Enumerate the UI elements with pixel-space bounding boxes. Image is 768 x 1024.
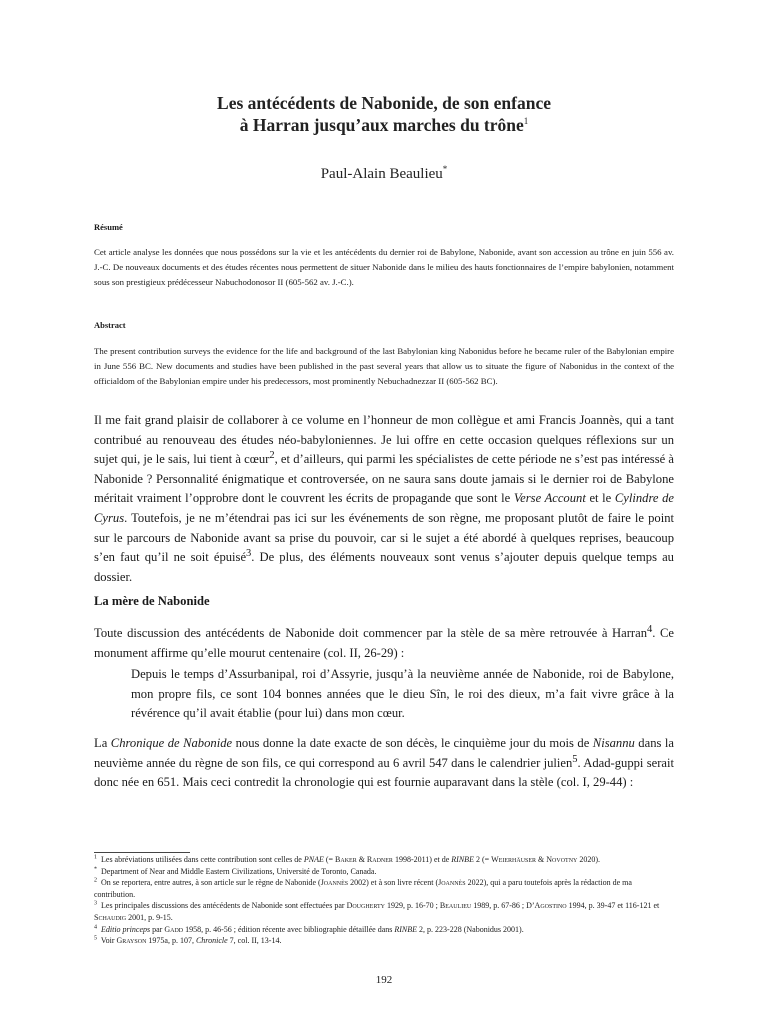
fn1-c: 1998-2011) et de: [392, 855, 452, 864]
fn2-text: Department of Near and Middle Eastern Civilizations, Université de Toronto, Canada.: [101, 866, 377, 876]
p3-italic-chronique: Chronique de Nabonide: [110, 736, 233, 750]
p1-a: Il me fait grand plaisir de collaborer à ce volume en l’honneur de mon collègue et ami Francis Joannès, qui a tant contribué au renouveau des études néo-babyloniennes. Je lui offre en cette occasion quelques réflexions sur un sujet qui, je le sais, lui tient à cœur: [94, 413, 674, 467]
fn1-a: Les abréviations utilisées dans cette contribution sont celles de: [101, 855, 304, 864]
fn5-a: par: [150, 924, 165, 934]
author-name: [60, 166, 708, 183]
fn6-a: Voir: [100, 936, 117, 946]
p1-italic-cylindre: Cylindre de Cyrus: [94, 491, 675, 525]
resume-heading: Résumé: [94, 222, 123, 232]
fn4-sc3: D’Agostino: [526, 901, 567, 911]
footnote-ref-4[interactable]: 4: [647, 623, 653, 635]
author-text: Paul-Alain Beaulieu: [320, 166, 443, 182]
footnotes: [94, 854, 674, 947]
author-footnote-ref[interactable]: *: [442, 164, 448, 174]
title-footnote-ref[interactable]: 1: [523, 116, 529, 127]
p2-b: . Ce monument affirme qu’elle mourut centenaire (col. II, 26-29) :: [94, 626, 674, 660]
block-quote: Depuis le temps d’Assurbanipal, roi d’Assyrie, jusqu’à la neuvième année de Nabonide, roi de Babylone, mon propre fils, ce sont 104 bonnes années que le dieu Sîn, le roi des dieux, m’a fait vivre grâce à la révérence qu’il avait établie (pour lui) dans mon cœur.: [131, 667, 674, 721]
fn5-b: 1958, p. 46-56 ; édition récente avec bibliographie détaillée dans: [183, 924, 395, 934]
fn4-e: 2001, p. 9-15.: [126, 912, 173, 922]
footnote-number: 4: [94, 923, 97, 930]
p3-c: dans la neuvième année du règne de son fils, ce qui correspond au 6 avril 547 dans le calendrier julien: [94, 736, 674, 770]
article-title: [60, 92, 708, 136]
fn6-c: 7, col. II, 13-14.: [227, 936, 282, 946]
fn4-b: 1929, p. 16-70 ;: [384, 901, 440, 911]
body-paragraph-2: [94, 624, 674, 663]
footnote-ref-3[interactable]: 3: [246, 547, 252, 559]
fn4-c: 1989, p. 67-86 ;: [471, 901, 527, 911]
p3-b: nous donne la date exacte de son décès, le cinquième jour du mois de: [232, 736, 593, 750]
fn3-sc1: Joannès: [320, 878, 349, 888]
fn1-e: 2020).: [577, 855, 601, 864]
title-line-1: Les antécédents de Nabonide, de son enfance: [217, 93, 551, 113]
abstract-heading: Abstract: [94, 320, 126, 330]
footnote-divider: [94, 852, 190, 853]
footnote-author: [94, 866, 674, 878]
fn3-c: 2022), qui a paru toutefois après la rédaction de ma contribution.: [94, 878, 632, 899]
p1-e: . De plus, des éléments nouveaux sont venus s’ajouter depuis quelque temps au dossier.: [94, 550, 674, 584]
fn5-c: 2, p. 223-228 (Nabonidus 2001).: [417, 924, 524, 934]
fn6-sc1: Grayson: [116, 936, 147, 946]
fn5-i2: RINBE: [394, 924, 418, 934]
footnote-1: [94, 854, 674, 866]
p1-italic-verse-account: Verse Account: [513, 491, 586, 506]
fn1-i2: RINBE: [451, 855, 474, 864]
footnote-ref-2[interactable]: 2: [269, 450, 275, 461]
fn1-d: 2 (=: [473, 855, 492, 864]
fn1-sc2: Weierhäuser & Novotny: [491, 855, 578, 864]
fn3-a: On se reportera, entre autres, à son article sur le règne de Nabonide (: [101, 878, 321, 888]
section-heading: La mère de Nabonide: [94, 594, 210, 608]
page-number: 192: [375, 974, 393, 986]
p3-italic-nisannu: Nisannu: [592, 736, 635, 750]
fn4-d: 1994, p. 39-47 et 116-121 et: [566, 901, 660, 911]
resume-text: Cet article analyse les données que nous possédons sur la vie et les antécédents du dernier roi de Babylone, Nabonide, avant son accession au trône en juin 556 av. J.-C. De nouveaux documents et des études récentes nous permettent de situer Nabonide dans le milieu des hauts fonctionnaires de l’empire babylonien, notamment sous son prestigieux prédécesseur Nabuchodonosor II (605-562 av. J.-C.).: [94, 247, 674, 288]
fn4-sc2: Beaulieu: [439, 901, 472, 911]
fn3-sc2: Joannès: [438, 878, 466, 888]
footnote-number: 5: [94, 935, 97, 942]
fn1-b: (=: [323, 855, 336, 864]
fn1-sc1: Baker & Radner: [335, 855, 393, 864]
footnote-number: 2: [94, 877, 97, 884]
fn5-sc1: Gadd: [164, 924, 184, 934]
p3-a: La: [94, 736, 111, 750]
footnote-2: [94, 877, 674, 900]
abstract-text: The present contribution surveys the evidence for the life and background of the last Babylonian king Nabonidus before he became ruler of the Babylonian empire in June 556 BC. New documents and studies have been published in the past several years that allow us to situate the figure of Nabonidus in the context of the officialdom of the Babylonian empire under his predecessors, most prominently Nebuchadnezzar II (605-562 BC).: [94, 346, 674, 387]
p3-d: . Adad-guppi serait donc née en 651. Mais ceci contredit la chronologie qui est fournie auparavant dans la stèle (col. I, 29-44) :: [94, 755, 674, 790]
title-line-2-text: à Harran jusqu’aux marches du trône: [239, 115, 524, 135]
footnote-4: [94, 924, 674, 936]
p1-d: . Toutefois, je ne m’étendrai pas ici sur les événements de son règne, me proposant plutôt de faire le point sur le parcours de Nabonide avant sa prise du pouvoir, car si le sujet a été abordé à quelques reprises, beaucoup s’en faut qu’il ne soit épuisé: [94, 510, 674, 565]
fn1-i1: PNAE: [303, 855, 324, 864]
p1-c: et le: [585, 491, 615, 506]
fn4-sc1: Dougherty: [346, 901, 385, 911]
body-paragraph-1: [94, 411, 674, 587]
footnote-5: [94, 935, 674, 947]
fn6-i1: Chronicle: [195, 936, 228, 946]
footnote-3: [94, 900, 674, 923]
footnote-number: *: [94, 865, 97, 872]
fn5-i1: Editio princeps: [101, 924, 151, 934]
p2-a: Toute discussion des antécédents de Nabonide doit commencer par la stèle de sa mère retrouvée à Harran: [94, 626, 647, 640]
fn4-sc4: Schaudig: [94, 912, 127, 922]
body-paragraph-3: [94, 734, 674, 793]
fn6-b: 1975a, p. 107,: [146, 936, 196, 946]
fn4-a: Les principales discussions des antécédents de Nabonide sont effectuées par: [101, 901, 347, 911]
title-line-2: [60, 114, 708, 136]
footnote-number: 1: [94, 854, 97, 861]
p1-b: , et d’ailleurs, qui parmi les spécialistes de cette période ne s’est pas intéressé à Nabonide ? Personnalité énigmatique et controversée, on ne saura sans doute jamais si le dernier roi de Babylone méritait vraiment l’opprobre dont le couvrent les écrits de propagande que sont le: [94, 452, 674, 506]
footnote-ref-5[interactable]: 5: [572, 753, 578, 765]
footnote-number: 3: [94, 900, 97, 907]
fn3-b: 2002) et à son livre récent (: [348, 878, 439, 888]
